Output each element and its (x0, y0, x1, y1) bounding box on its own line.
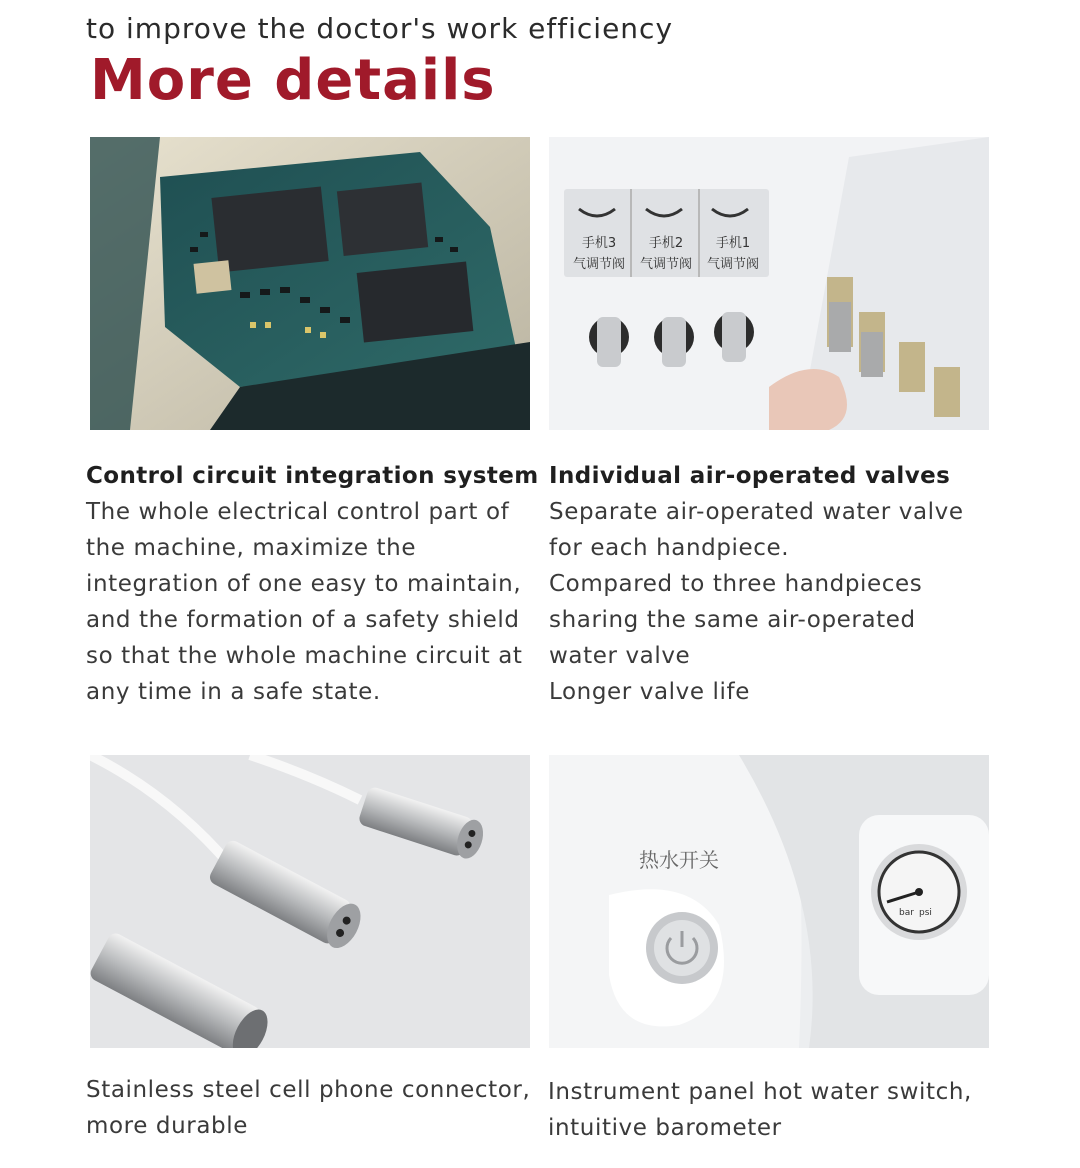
gauge-unit-bar: bar (899, 908, 914, 918)
feature-text-line: any time in a safe state. (86, 679, 381, 705)
valve-label-2-top: 手机2 (648, 236, 684, 251)
valve-label-3-bottom: 气调节阀 (572, 257, 626, 272)
feature-text-line: Stainless steel cell phone connector, (86, 1077, 531, 1103)
gauge-unit-psi: psi (919, 908, 932, 918)
feature-text-line: integration of one easy to maintain, (86, 571, 522, 597)
valve-label-2-bottom: 气调节阀 (639, 257, 693, 272)
feature-text-line: the machine, maximize the (86, 535, 417, 561)
feature-text-line: intuitive barometer (548, 1115, 782, 1141)
feature-caption-valves (549, 458, 1005, 710)
section-heading: More details (90, 48, 496, 113)
air-valve-image (549, 137, 989, 430)
valve-label-1-bottom: 气调节阀 (706, 257, 760, 272)
feature-text-line: The whole electrical control part of (86, 499, 510, 525)
feature-text-line: for each handpiece. (549, 535, 790, 561)
switch-label: 热水开关 (639, 848, 719, 872)
hot-water-switch-image (549, 755, 989, 1048)
feature-caption-switch (548, 1074, 1004, 1146)
feature-caption-circuit (86, 458, 542, 710)
feature-text-line: Compared to three handpieces (549, 571, 923, 597)
feature-text-line: and the formation of a safety shield (86, 607, 520, 633)
feature-text-line: so that the whole machine circuit at (86, 643, 523, 669)
feature-text-line: sharing the same air-operated (549, 607, 916, 633)
intro-text: to improve the doctor's work efficiency (86, 12, 674, 45)
feature-caption-connector (86, 1072, 546, 1144)
feature-text-line: water valve (549, 643, 691, 669)
circuit-board-image (90, 137, 530, 430)
valve-label-1-top: 手机1 (715, 236, 751, 251)
feature-text-line: more durable (86, 1113, 248, 1139)
steel-connector-image (90, 755, 530, 1048)
feature-text-line: Separate air-operated water valve (549, 499, 964, 525)
feature-title-valves: Individual air-operated valves (549, 463, 951, 489)
feature-text-line: Instrument panel hot water switch, (548, 1079, 972, 1105)
feature-text-line: Longer valve life (549, 679, 750, 705)
valve-label-3-top: 手机3 (581, 236, 617, 251)
feature-title-circuit: Control circuit integration system (86, 463, 539, 489)
